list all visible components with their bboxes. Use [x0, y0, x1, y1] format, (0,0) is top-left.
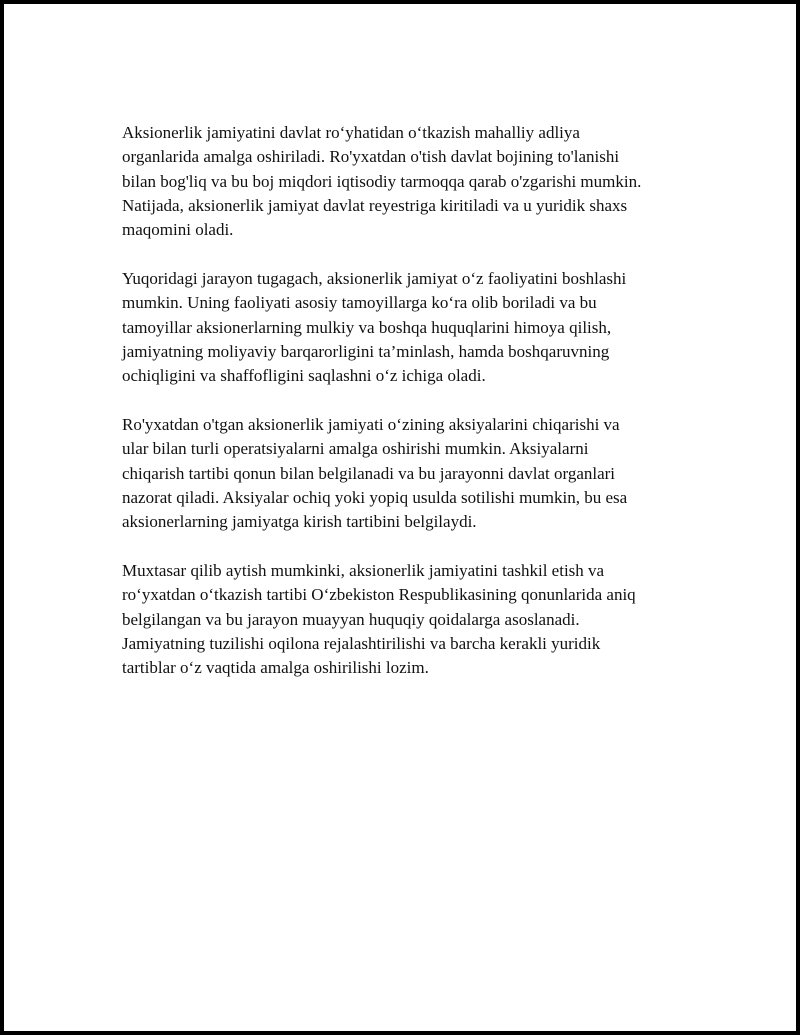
paragraph-line: Jamiyatning tuzilishi oqilona rejalashtirilishi va barcha kerakli yuridik	[122, 633, 601, 653]
paragraph-line: organlarida amalga oshiriladi. Ro'yxatdan o'tish davlat bojining to'lanishi	[122, 147, 620, 167]
paragraph-line: bilan bog'liq va bu boj miqdori iqtisodiy tarmoqqa qarab o'zgarishi mumkin.	[122, 171, 642, 191]
document-body	[122, 121, 688, 705]
paragraph-line: Natijada, aksionerlik jamiyat davlat reyestriga kiritiladi va u yuridik shaxs	[122, 195, 628, 215]
paragraph-line: nazorat qiladi. Aksiyalar ochiq yoki yopiq usulda sotilishi mumkin, bu esa	[122, 487, 628, 507]
paragraph-line: Aksionerlik jamiyatini davlat ro‘yhatidan o‘tkazish mahalliy adliya	[122, 123, 580, 142]
paragraph-line: Ro'yxatdan o'tgan aksionerlik jamiyati o‘zining aksiyalarini chiqarishi va	[122, 414, 620, 434]
paragraph-line: tartiblar o‘z vaqtida amalga oshirilishi lozim.	[122, 658, 429, 678]
paragraph-line: maqomini oladi.	[122, 220, 234, 240]
paragraph-line: Muxtasar qilib aytish mumkinki, aksionerlik jamiyatini tashkil etish va	[122, 560, 605, 580]
paragraph-line: ular bilan turli operatsiyalarni amalga oshirishi mumkin. Aksiyalarni	[122, 439, 589, 459]
paragraph-1	[122, 121, 688, 242]
paragraph-line: chiqarish tartibi qonun bilan belgilanadi va bu jarayonni davlat organlari	[122, 463, 616, 483]
paragraph-line: tamoyillar aksionerlarning mulkiy va boshqa huquqlarini himoya qilish,	[122, 317, 612, 337]
paragraph-line: ochiqligini va shaffofligini saqlashni o‘z ichiga oladi.	[122, 366, 486, 386]
paragraph-line: ro‘yxatdan o‘tkazish tartibi O‘zbekiston Respublikasining qonunlarida aniq	[122, 585, 636, 605]
paragraph-line: aksionerlarning jamiyatga kirish tartibini belgilaydi.	[122, 512, 477, 532]
paragraph-line: mumkin. Uning faoliyati asosiy tamoyillarga ko‘ra olib boriladi va bu	[122, 293, 597, 313]
paragraph-line: jamiyatning moliyaviy barqarorligini ta’minlash, hamda boshqaruvning	[122, 341, 610, 361]
paragraph-4	[122, 559, 688, 680]
paragraph-line: Yuqoridagi jarayon tugagach, aksionerlik jamiyat o‘z faoliyatini boshlashi	[122, 268, 627, 288]
paragraph-3	[122, 413, 688, 534]
paragraph-2	[122, 267, 688, 388]
paragraph-line: belgilangan va bu jarayon muayyan huquqiy qoidalarga asoslanadi.	[122, 609, 580, 629]
